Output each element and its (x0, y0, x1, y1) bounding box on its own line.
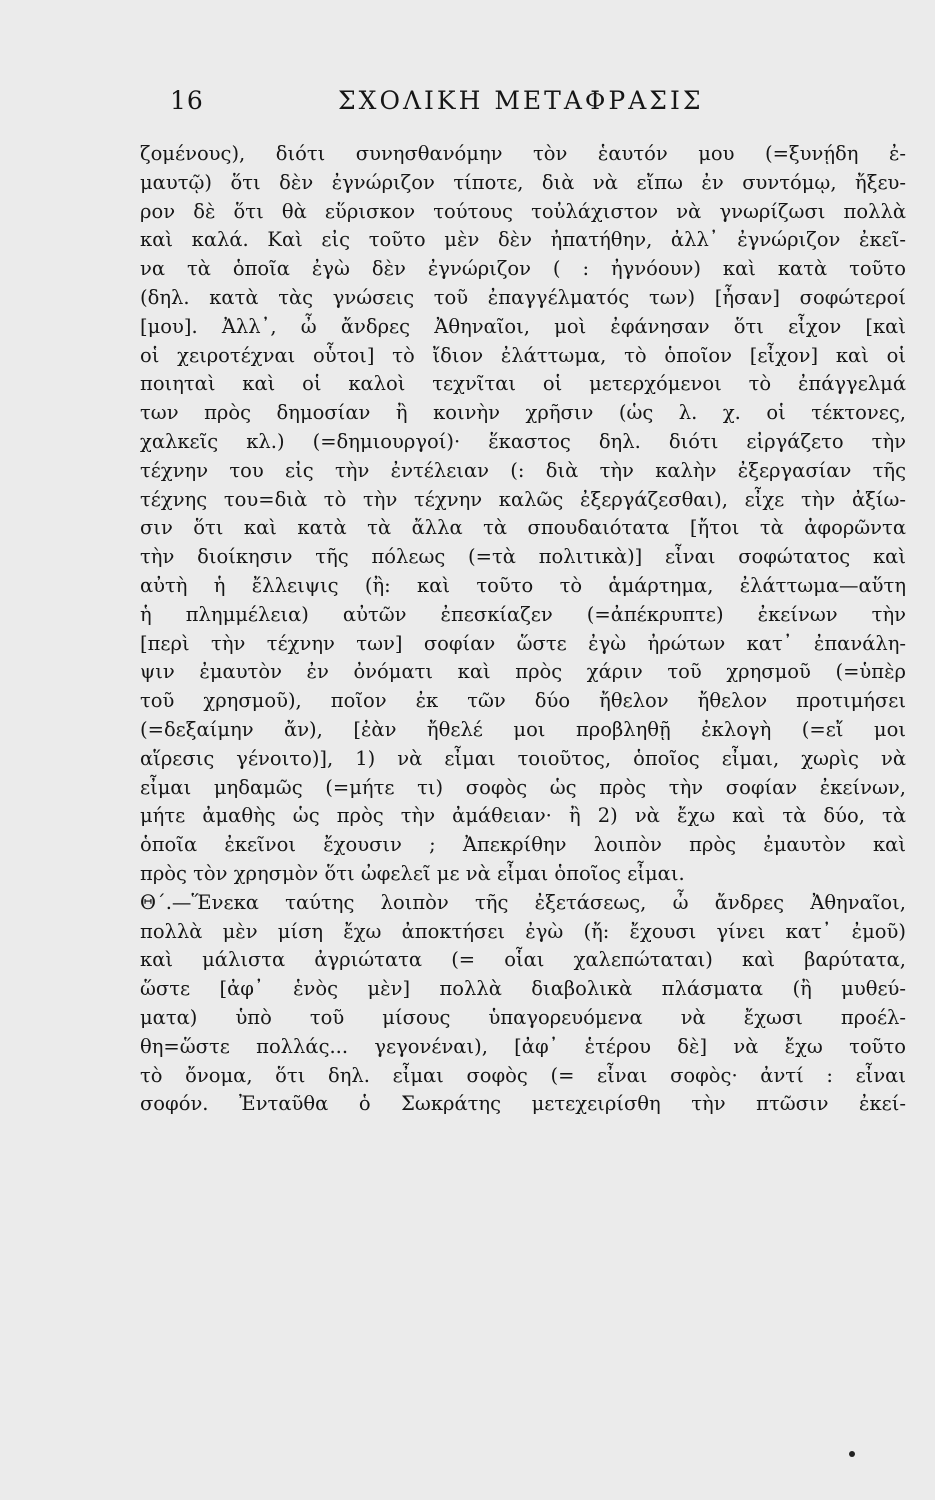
text-line: να τὰ ὁποῖα ἐγὼ δὲν ἐγνώριζον ( : ἠγνόουν) καὶ κατὰ τοῦτο (140, 257, 906, 281)
body-text (140, 140, 906, 1119)
text-line: ὥστε [ἀφ᾽ ἑνὸς μὲν] πολλὰ διαβολικὰ πλάσματα (ἢ μυθεύ- (140, 977, 906, 1001)
ink-dot-mark (849, 1451, 855, 1457)
text-line: ζομένους), διότι συνησθανόμην τὸν ἑαυτόν μου (=ξυνῄδη ἐ- (140, 142, 906, 165)
text-line: (=δεξαίμην ἄν), [ἐὰν ἤθελέ μοι προβληθῇ ἐκλογὴ (=εἴ μοι (140, 717, 906, 741)
text-line: ἡ πλημμέλεια) αὐτῶν ἐπεσκίαζεν (=ἀπέκρυπτε) ἐκείνων τὴν (140, 602, 906, 626)
text-line: Θ΄.—Ἕνεκα ταύτης λοιπὸν τῆς ἐξετάσεως, ὦ ἄνδρες Ἀθηναῖοι, (140, 890, 906, 914)
text-line: χαλκεῖς κλ.) (=δημιουργοί)· ἕκαστος δηλ. διότι εἰργάζετο τὴν (140, 429, 906, 453)
text-line: ὁποῖα ἐκεῖνοι ἔχουσιν ; Ἀπεκρίθην λοιπὸν πρὸς ἐμαυτὸν καὶ (140, 833, 906, 857)
text-line: τὴν διοίκησιν τῆς πόλεως (=τὰ πολιτικὰ)] εἶναι σοφώτατος καὶ (140, 545, 906, 569)
text-line: εἶμαι μηδαμῶς (=μήτε τι) σοφὸς ὡς πρὸς τὴν σοφίαν ἐκείνων, (140, 775, 906, 799)
text-line: [περὶ τὴν τέχνην των] σοφίαν ὥστε ἐγὼ ἠρώτων κατ᾽ ἐπανάλη- (140, 631, 906, 655)
text-line: ψιν ἐμαυτὸν ἐν ὀνόματι καὶ πρὸς χάριν τοῦ χρησμοῦ (=ὑπὲρ (140, 660, 906, 684)
text-line: πρὸς τὸν χρησμὸν ὅτι ὠφελεῖ με νὰ εἶμαι ὁποῖος εἶμαι. (140, 861, 685, 885)
text-line: (δηλ. κατὰ τὰς γνώσεις τοῦ ἐπαγγέλματός των) [ἦσαν] σοφώτεροί (140, 285, 906, 309)
text-line: καὶ καλά. Καὶ εἰς τοῦτο μὲν δὲν ἠπατήθην, ἀλλ᾽ ἐγνώριζον ἐκεῖ- (140, 228, 906, 252)
running-title: ΣΧΟΛΙΚΗ ΜΕΤΑΦΡΑΣΙΣ (338, 86, 704, 115)
text-line: [μου]. Ἀλλ᾽, ὦ ἄνδρες Ἀθηναῖοι, μοὶ ἐφάνησαν ὅτι εἶχον [καὶ (140, 314, 906, 338)
text-line: οἱ χειροτέχναι οὗτοι] τὸ ἴδιον ἐλάττωμα, τὸ ὁποῖον [εἶχον] καὶ οἱ (140, 343, 906, 367)
text-line: μήτε ἀμαθὴς ὡς πρὸς τὴν ἀμάθειαν· ἢ 2) νὰ ἔχω καὶ τὰ δύο, τὰ (140, 804, 906, 828)
text-line: τέχνης του=διὰ τὸ τὴν τέχνην καλῶς ἐξεργάζεσθαι), εἶχε τὴν ἀξίω- (140, 487, 906, 511)
text-line: μαυτῷ) ὅτι δὲν ἐγνώριζον τίποτε, διὰ νὰ εἴπω ἐν συντόμῳ, ἤξευ- (140, 170, 906, 194)
text-line: τέχνην του εἰς τὴν ἐντέλειαν (: διὰ τὴν καλὴν ἐξεργασίαν τῆς (140, 458, 906, 482)
text-line: αἵρεσις γένοιτο)], 1) νὰ εἶμαι τοιοῦτος, ὁποῖος εἶμαι, χωρὶς νὰ (140, 746, 906, 770)
text-line: τὸ ὄνομα, ὅτι δηλ. εἶμαι σοφὸς (= εἶναι σοφὸς· ἀντί : εἶναι (140, 1063, 906, 1087)
text-line: σιν ὅτι καὶ κατὰ τὰ ἄλλα τὰ σπουδαιότατα [ἤτοι τὰ ἀφορῶντα (140, 516, 906, 540)
page-number: 16 (170, 86, 204, 115)
text-line: των πρὸς δημοσίαν ἢ κοινὴν χρῆσιν (ὡς λ. χ. οἱ τέκτονες, (140, 401, 906, 425)
text-line: ρον δὲ ὅτι θὰ εὕρισκον τούτους τοὐλάχιστον νὰ γνωρίζωσι πολλὰ (140, 199, 906, 223)
text-line: ποιηταὶ καὶ οἱ καλοὶ τεχνῖται οἱ μετερχόμενοι τὸ ἐπάγγελμά (140, 372, 906, 396)
text-line: καὶ μάλιστα ἀγριώτατα (= οἷαι χαλεπώταται) καὶ βαρύτατα, (140, 948, 906, 972)
text-line: θη=ὥστε πολλάς... γεγονέναι), [ἀφ᾽ ἑτέρου δὲ] νὰ ἔχω τοῦτο (140, 1034, 906, 1058)
text-line: τοῦ χρησμοῦ), ποῖον ἐκ τῶν δύο ἤθελον ἤθελον προτιμήσει (140, 689, 906, 713)
text-line: ματα) ὑπὸ τοῦ μίσους ὑπαγορευόμενα νὰ ἔχωσι προέλ- (140, 1005, 906, 1029)
text-line: πολλὰ μὲν μίση ἔχω ἀποκτήσει ἐγὼ (ἤ: ἔχουσι γίνει κατ᾽ ἐμοῦ) (140, 919, 906, 943)
text-line: σοφόν. Ἐνταῦθα ὁ Σωκράτης μετεχειρίσθη τὴν πτῶσιν ἐκεί- (140, 1092, 906, 1116)
page-header (140, 86, 900, 126)
text-line: αὐτὴ ἡ ἔλλειψις (ἢ: καὶ τοῦτο τὸ ἁμάρτημα, ἐλάττωμα—αὕτη (140, 573, 906, 597)
